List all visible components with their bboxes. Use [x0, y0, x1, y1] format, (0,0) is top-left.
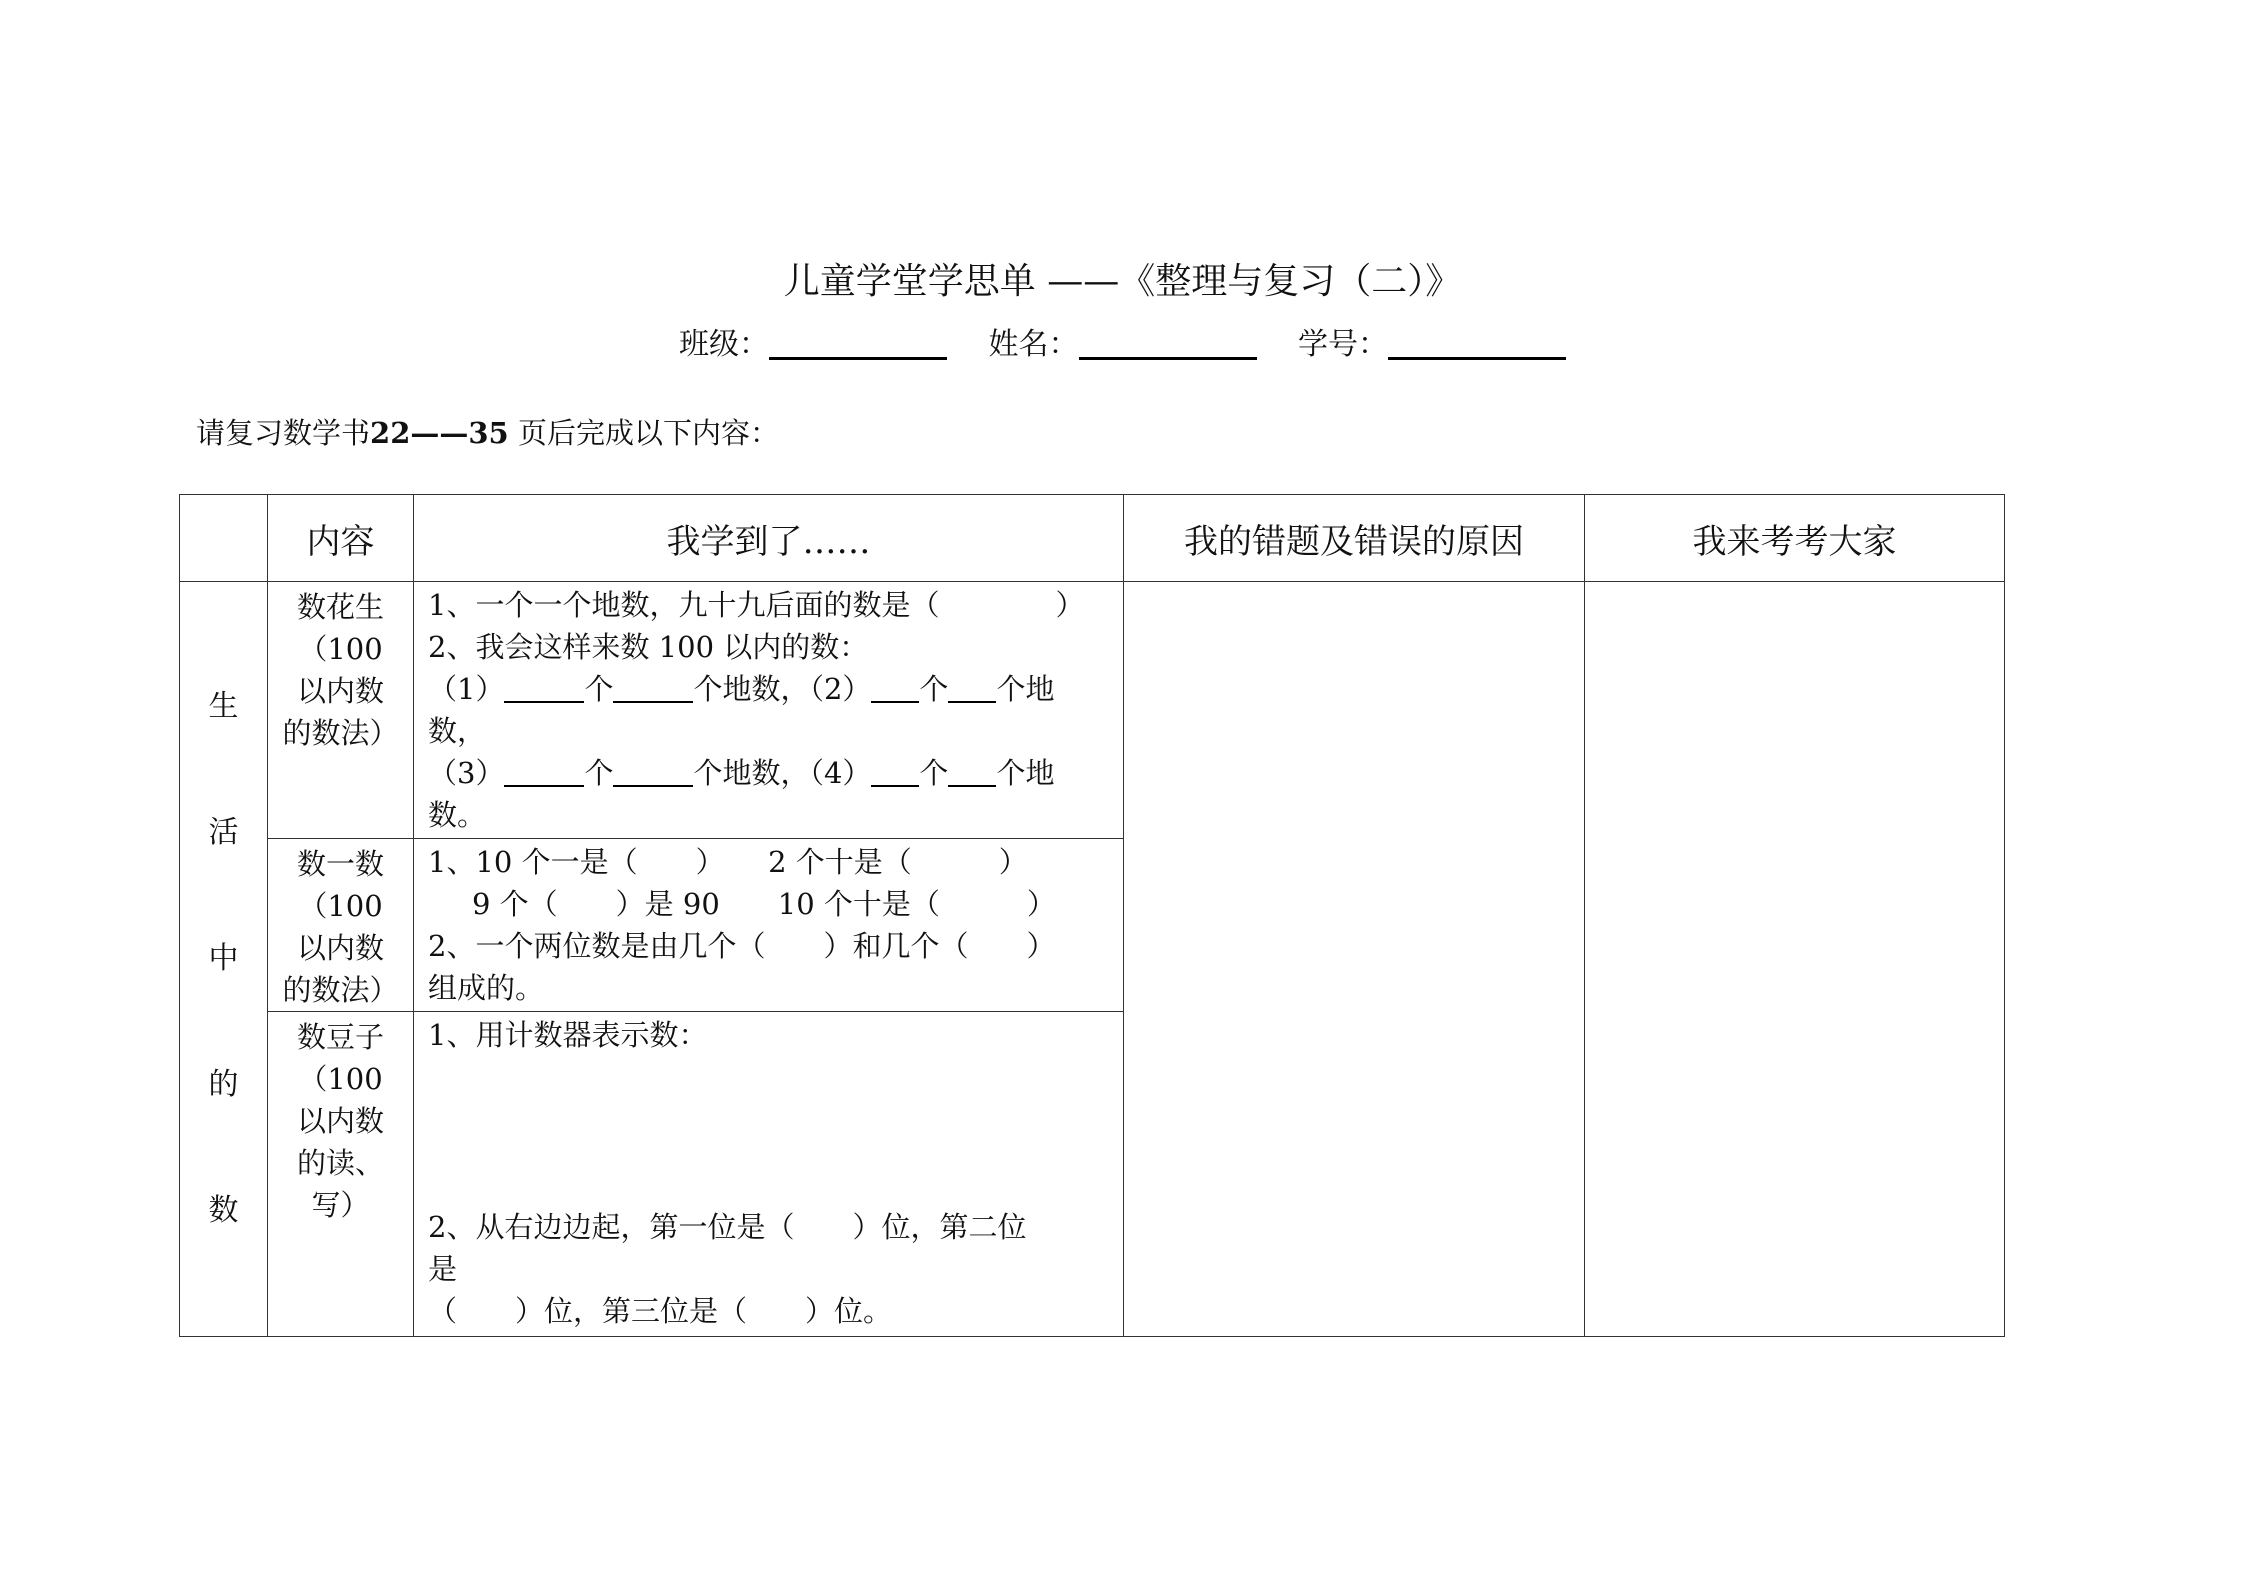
- learned-line: 1、用计数器表示数：: [428, 1018, 708, 1052]
- answer-blank[interactable]: [871, 673, 919, 703]
- answer-blank[interactable]: [504, 757, 584, 787]
- answer-blank[interactable]: [948, 673, 996, 703]
- instruction-post: 页后完成以下内容：: [517, 416, 779, 450]
- learned-cell: [414, 1012, 1124, 1337]
- topic-line: （100: [298, 889, 383, 923]
- learned-line: 数。: [428, 798, 487, 832]
- page-title: 儿童学堂学思单 ——《整理与复习（二）》: [783, 261, 1462, 302]
- topic-line: 写）: [311, 1188, 370, 1222]
- name-label: 姓名：: [988, 327, 1079, 362]
- topic-line: （100: [298, 1062, 383, 1096]
- instruction-pages: 22——35: [370, 416, 509, 450]
- answer-blank[interactable]: [504, 673, 584, 703]
- header-mistakes: 我的错题及错误的原因: [1124, 495, 1585, 582]
- learned-line: 2、一个两位数是由几个（ ）和几个（ ）: [428, 929, 1056, 963]
- mistakes-cell[interactable]: [1124, 582, 1585, 1337]
- learned-line: （3） 个 个地数，（4） 个 个地: [428, 756, 1055, 790]
- topic-line: 以内数: [296, 931, 384, 965]
- topic-line: 数花生: [296, 590, 384, 624]
- learned-cell: [414, 839, 1124, 1012]
- header-content: 内容: [268, 495, 414, 582]
- topic-line: 数豆子: [296, 1020, 384, 1054]
- learned-line: 1、一个一个地数，九十九后面的数是（ ）: [428, 588, 1085, 622]
- learned-line: 2、从右边边起，第一位是（ ）位，第二位: [428, 1210, 1027, 1244]
- topic-line: 的读、: [296, 1146, 384, 1180]
- review-table: [179, 494, 2005, 1337]
- learned-line: 是: [428, 1252, 458, 1286]
- side-char: 生: [208, 689, 239, 724]
- learned-line: （1） 个 个地数，（2） 个 个地: [428, 672, 1055, 706]
- side-char: 的: [208, 1067, 239, 1102]
- side-label: [180, 582, 268, 1337]
- topic-line: 以内数: [296, 1104, 384, 1138]
- side-char: 活: [208, 815, 239, 850]
- answer-blank[interactable]: [948, 757, 996, 787]
- topic-line: 的数法）: [282, 973, 399, 1007]
- learned-line: 数，: [428, 714, 487, 748]
- learned-cell: [414, 582, 1124, 839]
- answer-blank[interactable]: [613, 673, 693, 703]
- topic-cell: [268, 1012, 414, 1337]
- instruction-pre: 请复习数学书: [196, 416, 371, 450]
- learned-line: （ ）位，第三位是（ ）位。: [428, 1294, 893, 1328]
- side-char: 数: [208, 1193, 239, 1228]
- abacus-drawing-space[interactable]: [428, 1056, 1111, 1206]
- learned-line: 2、我会这样来数 100 以内的数：: [428, 630, 869, 664]
- side-char: 中: [208, 941, 239, 976]
- answer-blank[interactable]: [613, 757, 693, 787]
- topic-line: 以内数: [296, 674, 384, 708]
- student-id-blank[interactable]: [1388, 327, 1566, 360]
- topic-line: 数一数: [296, 847, 384, 881]
- header-row: [180, 495, 2005, 582]
- topic-cell: [268, 582, 414, 839]
- answer-blank[interactable]: [871, 757, 919, 787]
- learned-line: 1、10 个一是（ ） 2 个十是（ ）: [428, 845, 1028, 879]
- corner-cell: [180, 495, 268, 582]
- topic-line: （100: [298, 632, 383, 666]
- table-row: [180, 582, 2005, 839]
- student-info-row: [0, 322, 2245, 368]
- name-blank[interactable]: [1079, 327, 1257, 360]
- instruction-text: [196, 410, 779, 456]
- header-quiz: 我来考考大家: [1585, 495, 2005, 582]
- learned-line: 9 个（ ）是 90 10 个十是（ ）: [472, 887, 1056, 921]
- topic-line: 的数法）: [282, 716, 399, 750]
- learned-line: 组成的。: [428, 971, 545, 1005]
- class-label: 班级：: [678, 327, 769, 362]
- class-blank[interactable]: [769, 327, 947, 360]
- student-id-label: 学号：: [1298, 327, 1389, 362]
- topic-cell: [268, 839, 414, 1012]
- quiz-cell[interactable]: [1585, 582, 2005, 1337]
- header-learned: 我学到了……: [414, 495, 1124, 582]
